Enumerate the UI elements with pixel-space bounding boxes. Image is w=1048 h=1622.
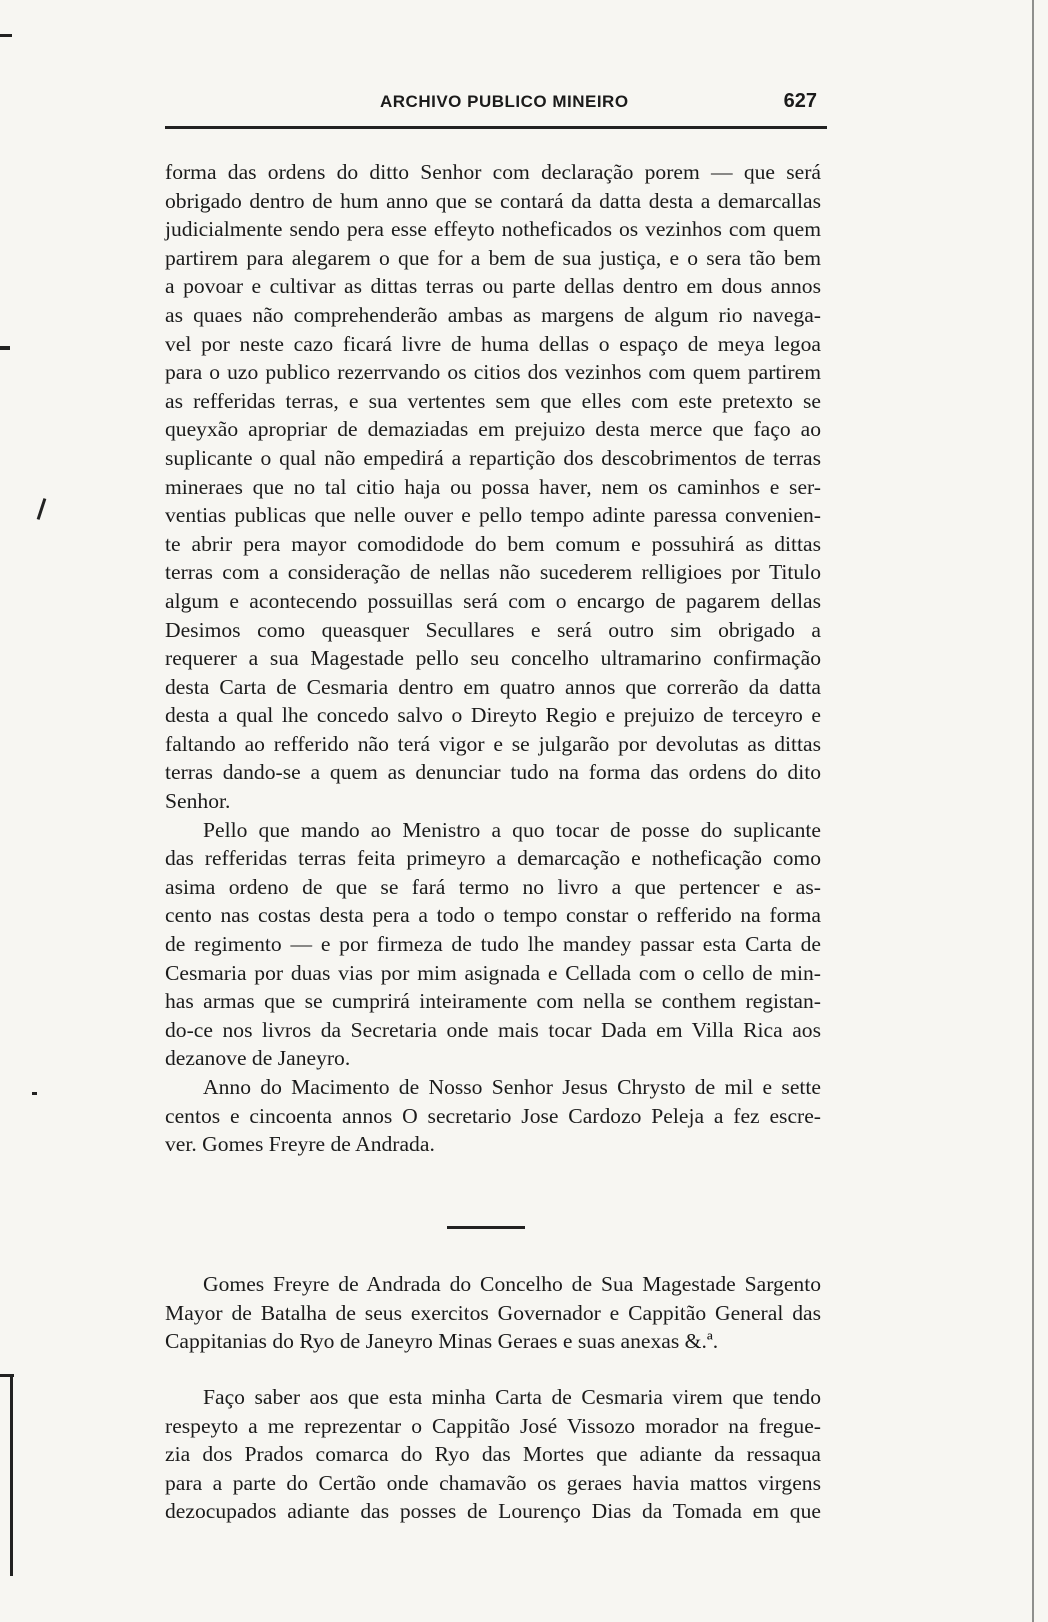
text-line: a povoar e cultivar as dittas terras ou parte dellas dentro em dous annos: [165, 274, 821, 299]
text-line: queyxão apropriar de demaziadas em prejuizo desta merce que faço ao: [165, 417, 821, 442]
margin-mark: [0, 34, 12, 37]
text-line: forma das ordens do ditto Senhor com declaração porem — que será: [165, 160, 821, 184]
text-block-3: [165, 1383, 821, 1526]
text-line: Cesmaria por duas vias por mim asignada e Cellada com o cello de min-: [165, 960, 821, 985]
margin-mark: [32, 1092, 37, 1095]
text-line: suplicante o qual não empedirá a repartição dos descobrimentos de terras: [165, 445, 821, 470]
text-line: dezanove de Janeyro.: [165, 1046, 351, 1071]
header-rule: [165, 126, 827, 129]
text-line: respeyto a me reprezentar o Cappitão José Vissozo morador na fregue-: [165, 1413, 821, 1438]
margin-mark: [10, 1376, 13, 1576]
text-line: algum e acontecendo possuillas será com o encargo de pagarem dellas: [165, 588, 821, 613]
text-line: das refferidas terras feita primeyro a demarcação e notheficação como: [165, 846, 821, 871]
text-line: Gomes Freyre de Andrada do Concelho de Sua Magestade Sargento: [203, 1272, 821, 1296]
text-line: vel por neste cazo ficará livre de huma dellas o espaço de meya legoa: [165, 331, 821, 356]
text-line: desta a qual lhe concedo salvo o Direyto Regio e prejuizo de terceyro e: [165, 703, 821, 728]
running-title: ARCHIVO PUBLICO MINEIRO: [380, 92, 629, 111]
text-line: faltando ao refferido não terá vigor e se julgarão por devolutas as dittas: [165, 731, 821, 756]
text-line: centos e cincoenta annos O secretario Jose Cardozo Peleja a fez escre-: [165, 1103, 821, 1128]
text-line: Anno do Macimento de Nosso Senhor Jesus Chrysto de mil e sette: [203, 1075, 821, 1099]
text-block-1: [165, 158, 821, 1159]
text-line: Mayor de Batalha de seus exercitos Governador e Cappitão General das: [165, 1300, 821, 1325]
text-line: partirem para alegarem o que for a bem de sua justiça, e o sera tão bem: [165, 245, 821, 270]
text-line: asima ordeno de que se fará termo no livro a que pertencer e as-: [165, 874, 821, 899]
text-line: has armas que se cumprirá inteiramente com nella se conthem registan-: [165, 989, 821, 1014]
text-line: cento nas costas desta pera a todo o tempo constar o refferido na forma: [165, 903, 821, 928]
text-line: Senhor.: [165, 789, 231, 814]
page-edge-line: [1032, 0, 1034, 1622]
text-line: terras com a consideração de nellas não sucederem relligioes por Titulo: [165, 560, 821, 585]
text-line: Faço saber aos que esta minha Carta de Cesmaria virem que tendo: [203, 1385, 821, 1409]
text-line: desta Carta de Cesmaria dentro em quatro annos que correrão da datta: [165, 674, 821, 699]
text-line: judicialmente sendo pera esse effeyto notheficados os vezinhos com quem: [165, 217, 821, 242]
text-line: zia dos Prados comarca do Ryo das Mortes que adiante da ressaqua: [165, 1442, 821, 1467]
page-number: 627: [783, 90, 817, 112]
text-block-2: [165, 1270, 821, 1356]
text-line: Pello que mando ao Menistro a quo tocar de posse do suplicante: [203, 817, 821, 842]
text-line: ventias publicas que nelle ouver e pello tempo adinte paressa convenien-: [165, 503, 821, 528]
margin-mark: [37, 498, 47, 520]
text-line: Desimos como queasquer Secullares e será outro sim obrigado a: [165, 617, 821, 642]
text-line: de regimento — e por firmeza de tudo lhe mandey passar esta Carta de: [165, 932, 821, 957]
text-line: te abrir pera mayor comodidode do bem comum e possuhirá as dittas: [165, 531, 821, 556]
text-line: mineraes que no tal citio haja ou possa haver, nem os caminhos e ser-: [165, 474, 821, 499]
text-line: para o uzo publico rezerrvando os citios dos vezinhos com quem partirem: [165, 360, 821, 385]
text-line: Cappitanias do Ryo de Janeyro Minas Geraes e suas anexas &.ª.: [165, 1329, 719, 1354]
margin-mark: [0, 346, 10, 350]
section-separator: [447, 1226, 525, 1229]
text-line: as refferidas terras, e sua vertentes sem que elles com este pretexto se: [165, 388, 821, 413]
text-line: requerer a sua Magestade pello seu concelho ultramarino confirmação: [165, 646, 821, 671]
text-line: terras dando-se a quem as denunciar tudo na forma das ordens do dito: [165, 760, 821, 785]
text-line: dezocupados adiante das posses de Lourenço Dias da Tomada em que: [165, 1499, 821, 1524]
text-line: as quaes não comprehenderão ambas as margens de algum rio navega-: [165, 302, 821, 327]
page-header: [165, 92, 825, 120]
text-line: do-ce nos livros da Secretaria onde mais tocar Dada em Villa Rica aos: [165, 1017, 821, 1042]
text-line: ver. Gomes Freyre de Andrada.: [165, 1132, 435, 1157]
text-line: obrigado dentro de hum anno que se contará da datta desta a demarcallas: [165, 188, 821, 213]
text-line: para a parte do Certão onde chamavão os geraes havia mattos virgens: [165, 1470, 821, 1495]
